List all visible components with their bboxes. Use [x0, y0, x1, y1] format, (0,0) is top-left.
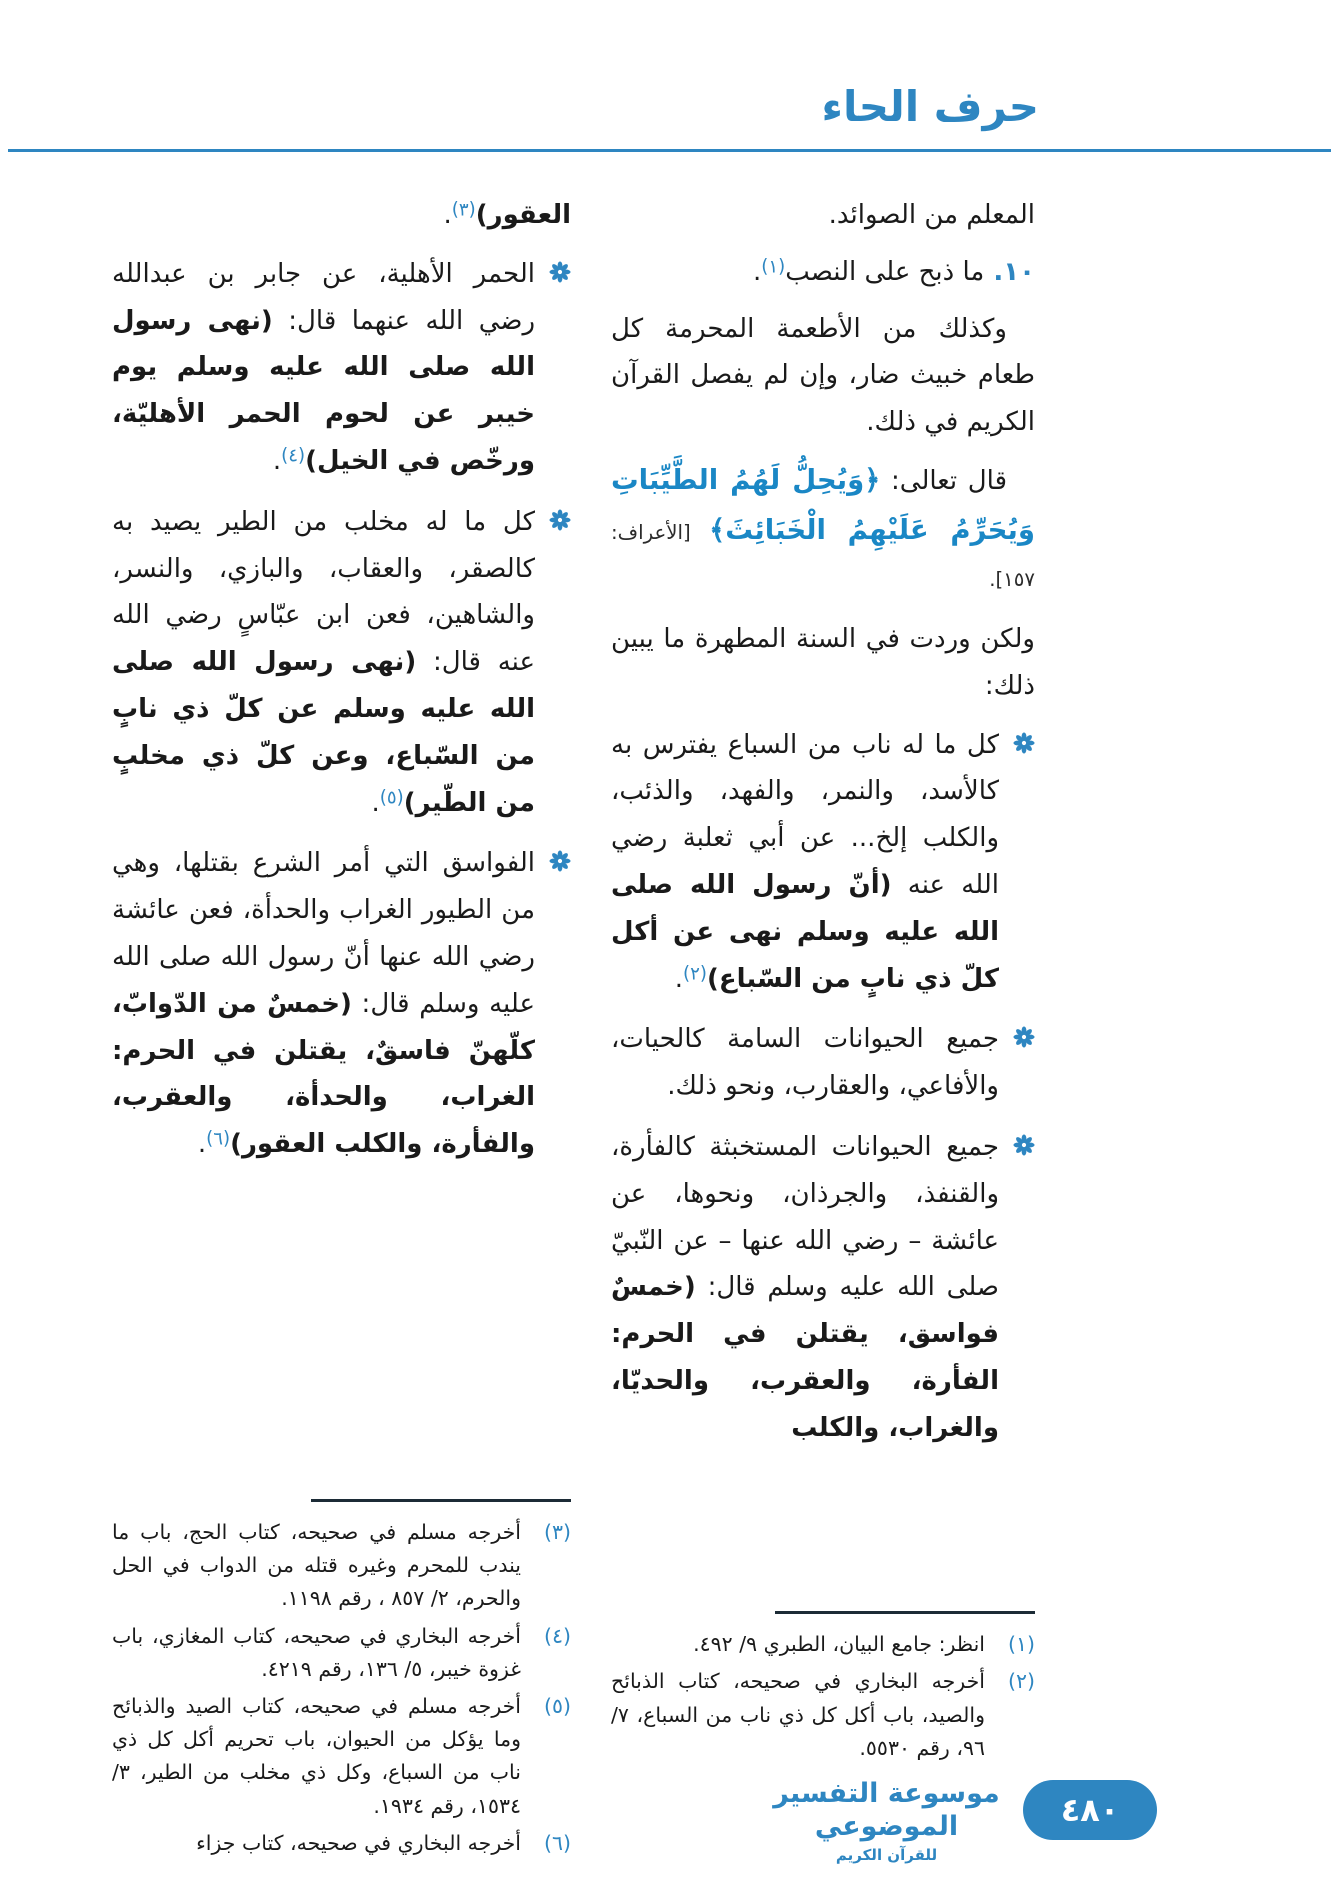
text-segment: قال تعالى:	[880, 465, 1008, 496]
footnote-number: (٤)	[543, 1623, 571, 1648]
publisher-logo-subtitle: للقرآن الكريم	[835, 1846, 938, 1864]
text-segment: .	[674, 963, 683, 994]
text-segment: [الأعراف: ١٥٧].	[611, 520, 1035, 592]
text-segment: .	[197, 1129, 207, 1160]
text-segment: (٣)	[451, 199, 476, 221]
flower-bullet-icon	[547, 499, 571, 827]
flower-bullet-icon	[547, 251, 571, 485]
list-item	[112, 840, 571, 1168]
text-segment: ما ذبح على النصب	[785, 256, 985, 287]
list-item	[611, 722, 1035, 1003]
list-item-text	[112, 840, 535, 1168]
paragraph	[611, 306, 1035, 446]
text-segment: (٥)	[379, 786, 404, 808]
quran-verse	[611, 456, 1035, 602]
text-segment: ١٠.	[984, 256, 1035, 287]
footnote-number: (٣)	[543, 1519, 571, 1544]
text-segment: .	[272, 445, 282, 476]
footnote-text: أخرجه مسلم في صحيحه، كتاب الصيد والذبائح وما يؤكل من الحيوان، باب تحريم أكل كل ذي ناب من السباع، وكل ذي مخلب من الطير، ٣/ ١٥٣٤، رقم ١٩٣٤.	[112, 1693, 521, 1818]
text-segment: (٤)	[281, 445, 306, 467]
flower-bullet-icon	[1011, 1124, 1035, 1452]
footnote-text: أخرجه البخاري في صحيحه، كتاب جزاء	[196, 1830, 521, 1855]
right-column	[611, 192, 1035, 1864]
paragraph	[611, 192, 1035, 239]
text-segment: كل ما له مخلب من الطير يصيد به كالصقر، والعقاب، والبازي، والنسر، والشاهين، فعن ابن عبّاسٍ رضي الله عنه قال:	[112, 506, 535, 678]
footnote	[611, 1665, 1035, 1765]
list-item-text	[611, 1124, 999, 1452]
list-item-text	[611, 722, 999, 1003]
footnote-text: أخرجه البخاري في صحيحه، كتاب الذبائح والصيد، باب أكل كل ذي ناب من السباع، ٧/ ٩٦، رقم ٥٥٣٠.	[611, 1669, 985, 1760]
publisher-logo	[764, 1777, 1009, 1865]
paragraph	[611, 249, 1035, 296]
footnote-number: (٢)	[1007, 1669, 1035, 1694]
text-segment: المعلم من الصوائد.	[828, 200, 1035, 230]
list-item-text	[112, 499, 535, 827]
header-divider	[8, 149, 1331, 152]
paragraph	[611, 616, 1035, 710]
footnote-divider	[311, 1499, 571, 1502]
text-segment: (نهى رسول الله صلى الله عليه وسلم يوم خيبر عن لحوم الحمر الأهليّة، ورخّص في الخيل)	[112, 305, 535, 476]
list-item	[112, 251, 571, 485]
footnote	[611, 1628, 1035, 1661]
chapter-title: حرف الحاء	[821, 82, 1039, 131]
footnote-number: (٦)	[543, 1830, 571, 1855]
text-segment: كل ما له ناب من السباع يفترس به كالأسد، والنمر، والفهد، والذئب، والكلب إلخ... عن أبي ثعلبة رضي الله عنه	[611, 729, 999, 900]
list-item	[611, 1124, 1035, 1452]
flower-bullet-icon	[1011, 722, 1035, 1003]
list-item-text	[112, 251, 535, 485]
footnotes-right	[611, 1611, 1035, 1769]
list-item	[112, 499, 571, 827]
text-segment: الحمر الأهلية، عن جابر بن عبدالله رضي الله عنهما قال:	[112, 258, 535, 336]
text-segment: (١)	[761, 256, 786, 278]
text-segment: .	[752, 256, 762, 287]
text-segment: (خمسٌ فواسق، يقتلن في الحرم: الفأرة، والعقرب، والحديّا، والغراب، والكلب	[611, 1272, 999, 1443]
text-segment: جميع الحيوانات المستخبثة كالفأرة، والقنفذ، والجرذان، ونحوها، عن عائشة – رضي الله عنها – عن النّبيّ صلى الله عليه وسلم قال:	[611, 1131, 999, 1303]
text-segment: ﴿وَيُحِلُّ لَهُمُ الطَّيِّبَاتِ وَيُحَرِّمُ عَلَيْهِمُ الْخَبَائِثَ﴾	[611, 463, 1035, 546]
list-item-text	[611, 1016, 999, 1110]
text-segment: (خمسٌ من الدّوابّ، كلّهنّ فاسقٌ، يقتلن في الحرم: الغراب، والحدأة، والعقرب، والفأرة، والكلب العقور)	[112, 988, 535, 1160]
page-content	[112, 192, 1035, 1864]
footnotes-left	[112, 1499, 571, 1864]
footnote-divider	[775, 1611, 1035, 1614]
flower-bullet-icon	[547, 840, 571, 1168]
text-segment: .	[371, 787, 380, 818]
footnote	[112, 1690, 571, 1823]
text-segment: (٦)	[206, 1128, 231, 1150]
list-item	[611, 1016, 1035, 1110]
footnote	[112, 1516, 571, 1616]
footnote-text: انظر: جامع البيان، الطبري ٩/ ٤٩٢.	[693, 1632, 985, 1657]
text-segment: (نهى رسول الله صلى الله عليه وسلم عن كلّ ذي نابٍ من السّباع، وعن كلّ ذي مخلبٍ من الطّير)	[112, 647, 535, 818]
page-number-badge	[1023, 1780, 1157, 1840]
footnote	[112, 1620, 571, 1686]
text-segment: .	[443, 200, 452, 230]
text-segment: وكذلك من الأطعمة المحرمة كل طعام خبيث ضار، وإن لم يفصل القرآن الكريم في ذلك.	[611, 313, 1035, 438]
flower-bullet-icon	[1011, 1016, 1035, 1110]
text-segment: (أنّ رسول الله صلى الله عليه وسلم نهى عن أكل كلّ ذي نابٍ من السّباع)	[611, 869, 999, 994]
footnote-number: (١)	[1007, 1632, 1035, 1657]
footnote	[112, 1827, 571, 1860]
footnote-text: أخرجه البخاري في صحيحه، كتاب المغازي، باب غزوة خيبر، ٥/ ١٣٦، رقم ٤٢١٩.	[112, 1623, 521, 1681]
text-segment: (٢)	[682, 962, 707, 984]
text-segment: العقور)	[475, 200, 571, 230]
footnote-number: (٥)	[543, 1693, 571, 1718]
publisher-logo-title: موسوعة التفسير الموضوعي	[773, 1777, 1000, 1843]
left-column	[112, 192, 571, 1864]
page-number: ٤٨٠	[1060, 1791, 1120, 1829]
text-segment: ولكن وردت في السنة المطهرة ما يبين ذلك:	[611, 624, 1035, 701]
text-segment: الفواسق التي أمر الشرع بقتلها، وهي من الطيور الغراب والحدأة، فعن عائشة رضي الله عنها أنّ رسول الله صلى الله عليه وسلم قال:	[112, 848, 535, 1019]
footnote-text: أخرجه مسلم في صحيحه، كتاب الحج، باب ما يندب للمحرم وغيره قتله من الدواب في الحل والحرم، ٢/ ٨٥٧ ، رقم ١١٩٨.	[112, 1519, 521, 1611]
paragraph	[112, 192, 571, 239]
text-segment: جميع الحيوانات السامة كالحيات، والأفاعي، والعقارب، ونحو ذلك.	[611, 1024, 999, 1102]
